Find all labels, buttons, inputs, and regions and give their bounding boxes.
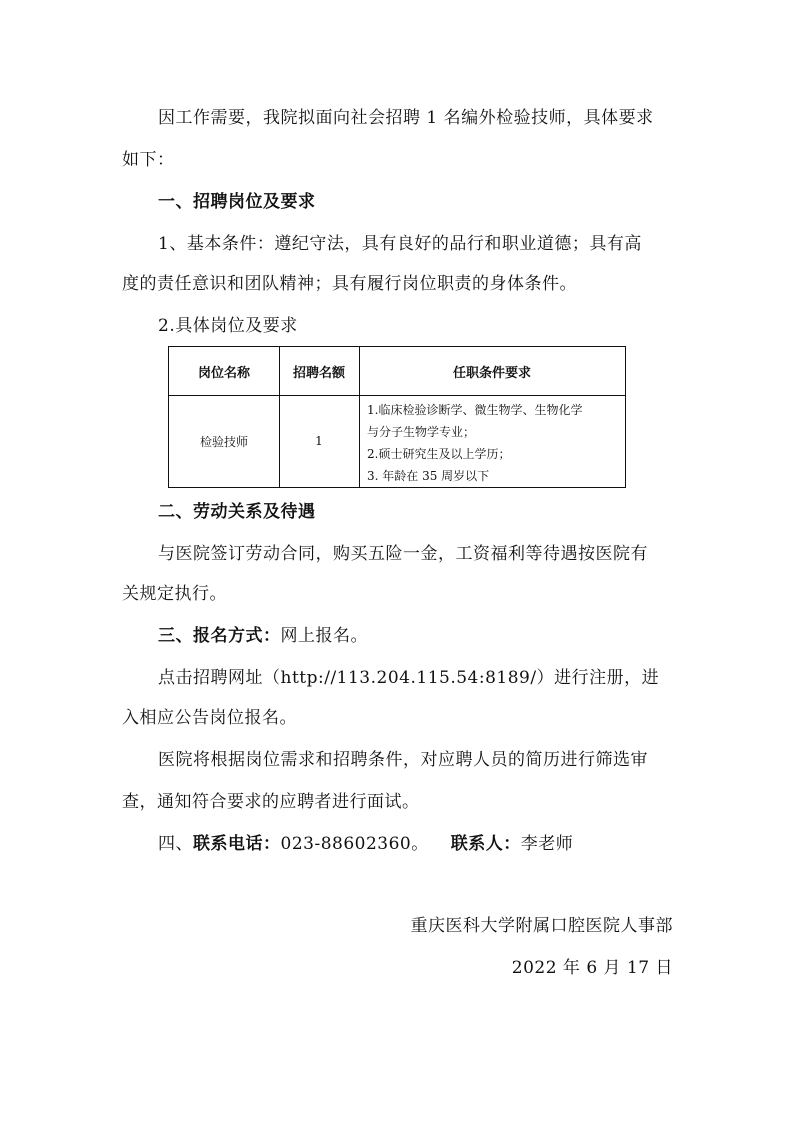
section2-heading: 二、劳动关系及待遇 (158, 502, 316, 522)
screening-line-2: 查，通知符合要求的应聘者进行面试。 (122, 792, 420, 812)
contact-label: 联系人： (450, 834, 521, 854)
registration-line-2: 入相应公告岗位报名。 (122, 708, 297, 728)
cell-position: 检验技师 (199, 434, 248, 449)
phone-value: 023-88602360。 (280, 834, 429, 854)
requirement-item: 与分子生物学专业； (367, 425, 476, 439)
contact-line (158, 832, 573, 856)
basic-conditions-line-1: 1、基本条件：遵纪守法，具有良好的品行和职业道德；具有高 (158, 234, 642, 254)
section2-line-2: 关规定执行。 (122, 584, 227, 604)
phone-label: 联系电话： (193, 834, 281, 854)
requirement-item: 3. 年龄在 35 周岁以下 (367, 469, 490, 483)
intro-line-1: 因工作需要，我院拟面向社会招聘 1 名编外检验技师，具体要求 (158, 108, 654, 128)
section1-heading: 一、招聘岗位及要求 (158, 192, 316, 212)
signature-org: 重庆医科大学附属口腔医院人事部 (410, 916, 673, 936)
section3-heading-value: 网上报名。 (280, 626, 368, 646)
specific-requirements-title: 2.具体岗位及要求 (158, 316, 298, 336)
intro-line-2: 如下： (122, 150, 175, 170)
cell-requirements (367, 399, 623, 487)
requirements-table (168, 346, 626, 488)
section4-prefix: 四、 (158, 834, 193, 854)
requirement-item: 1.临床检验诊断学、微生物学、生物化学 (367, 403, 583, 417)
basic-conditions-line-2: 度的责任意识和团队精神；具有履行岗位职责的身体条件。 (122, 274, 577, 294)
section3-heading: 三、报名方式： (158, 626, 281, 646)
section2-line-1: 与医院签订劳动合同，购买五险一金，工资福利等待遇按医院有 (158, 544, 648, 564)
registration-line-1: 点击招聘网址（http://113.204.115.54:8189/）进行注册，进 (158, 668, 660, 688)
screening-line-1: 医院将根据岗位需求和招聘条件，对应聘人员的简历进行筛选审 (158, 750, 648, 770)
header-count: 招聘名额 (292, 365, 345, 381)
header-position: 岗位名称 (197, 365, 250, 381)
header-requirements: 任职条件要求 (452, 365, 531, 381)
requirement-item: 2.硕士研究生及以上学历； (367, 447, 511, 461)
contact-value: 李老师 (520, 834, 574, 854)
section3-heading-line (158, 624, 368, 648)
signature-date: 2022 年 6 月 17 日 (511, 958, 673, 978)
cell-count: 1 (315, 434, 323, 448)
